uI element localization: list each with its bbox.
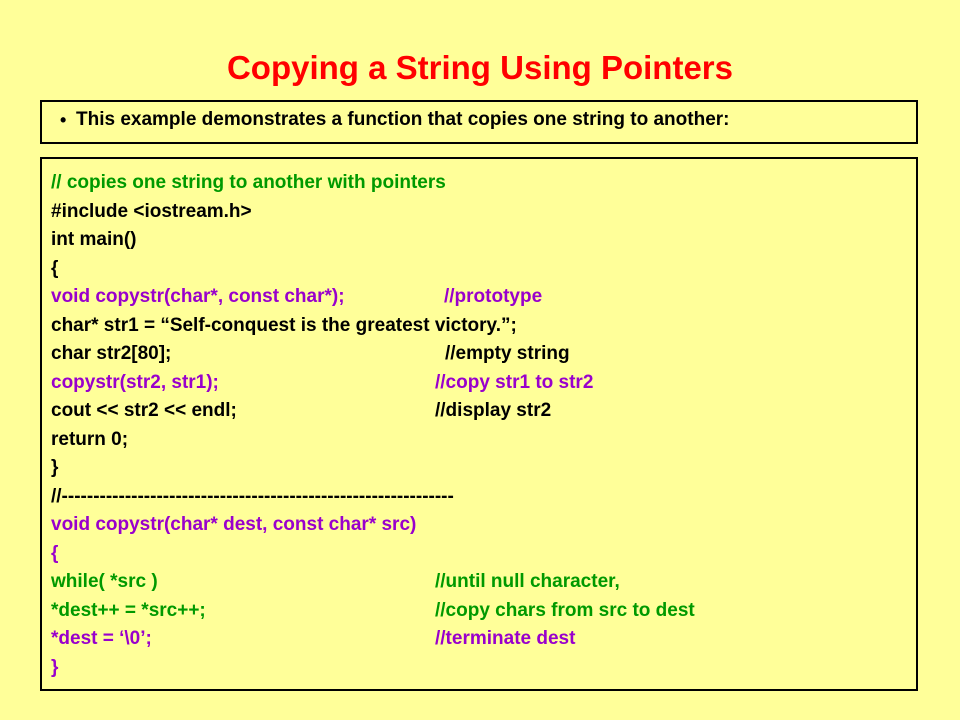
code-text: cout << str2 << endl; — [51, 400, 237, 421]
intro-text: This example demonstrates a function that copies one string to another: — [76, 109, 730, 130]
code-comment: //empty string — [445, 343, 570, 364]
bullet-icon: • — [60, 110, 67, 130]
code-comment: //copy str1 to str2 — [435, 371, 594, 393]
code-text: while( *src ) — [51, 571, 158, 592]
code-comment: //until null character, — [435, 571, 620, 592]
code-text: } — [51, 656, 59, 678]
code-text: char str2[80]; — [51, 343, 172, 364]
code-text: { — [51, 542, 59, 564]
intro-box — [40, 100, 918, 144]
code-text: char* str1 = “Self-conquest is the greatest victory.”; — [51, 314, 517, 336]
code-text: copystr(str2, str1); — [51, 371, 219, 393]
code-text: } — [51, 457, 59, 478]
code-text: void copystr(char* dest, const char* src) — [51, 514, 417, 535]
code-text: return 0; — [51, 428, 129, 450]
code-comment: //terminate dest — [435, 628, 576, 649]
code-text: { — [51, 257, 59, 279]
code-text: void copystr(char*, const char*); — [51, 286, 345, 307]
code-text: *dest++ = *src++; — [51, 599, 206, 621]
code-text: #include <iostream.h> — [51, 200, 252, 222]
code-text: *dest = ‘\0’; — [51, 628, 152, 649]
code-comment: //prototype — [444, 286, 543, 307]
code-box — [40, 157, 918, 691]
code-comment: //display str2 — [435, 400, 552, 421]
code-text: // copies one string to another with pointers — [51, 172, 446, 193]
code-text: //-------------------------------------------------------------- — [51, 485, 454, 507]
slide-title: Copying a String Using Pointers — [226, 49, 734, 86]
code-text: int main() — [51, 229, 137, 250]
code-comment: //copy chars from src to dest — [435, 599, 695, 621]
